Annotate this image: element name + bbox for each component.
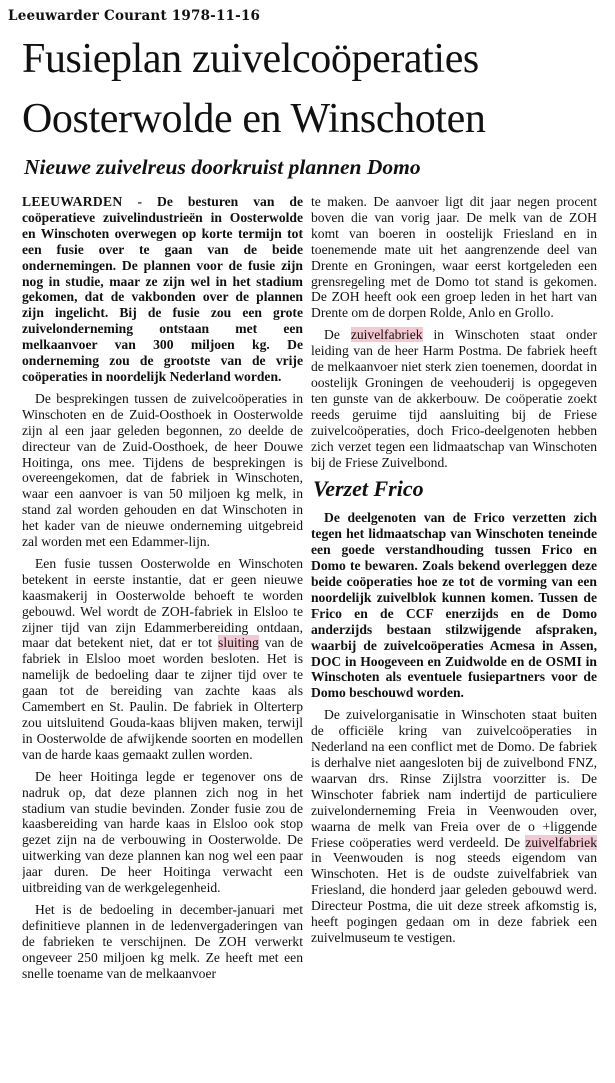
headline-line-2: Oosterwolde en Winschoten [22,96,486,142]
headline-line-1: Fusieplan zuivelcoöperaties [22,36,479,82]
highlighted-term-zuivelfabriek-2: zuivelfabriek [525,834,597,850]
paragraph-8 [311,707,597,946]
paragraph-5: Het is de bedoeling in december-januari met definitieve plannen in de ledenvergaderingen van de fabrieken te verschijnen. De ZOH verwerkt ongeveer 250 miljoen kg melk. Ze heeft met een snelle toename van de melkaanvoer [22,901,303,981]
paragraph-3-text-b: van de fabriek in Elsloo moet worden besloten. Het is namelijk de bedoeling daar te zijner tijd over te gaan tot de bereiding van zachte kaas als Camembert en St. Paulin. De fabriek in Olterterp zou uitsluitend Gouda-kaas blijven maken, terwijl in Oosterwolde de afwijkende soorten en modellen van de harde kaas gemaakt zullen worden. [22,635,303,762]
paragraph-4: De heer Hoitinga legde er tegenover ons de nadruk op, dat deze plannen zich nog in het stadium van studie bevinden. Zonder fusie zou de kaasbereiding van harde kaas in Elsloo ook stop gezet zijn na de verbouwing in Oosterwolde. De uitwerking van deze plannen kan nog wel een paar jaar duren. De heer Hoitinga verwacht een uitbreiding van de werkgelegenheid. [22,768,303,896]
article-column-right [311,194,597,1079]
paragraph-8-text-b: in Veenwouden is nog steeds eigendom van Winschoten. Het is de oudste zuivelfabriek van Friesland, die honderd jaar geleden gebouwd werd. Directeur Postma, die uit deze streek afkomstig is, heeft pogingen gedaan om in deze fabriek een zuivelmuseum te vestigen. [311,850,597,945]
lead-text: - De besturen van de coöperatieve zuivelindustrieën in Oosterwolde en Winschoten overwegen op korte termijn tot een fusie over te gaan van de beide ondernemingen. De plannen voor de fusie zijn nog in studie, maar ze zijn wel in het stadium gekomen, dat de vakbonden over de plannen zijn ingelicht. Bij de fusie zou een grote zuivelonderneming ontstaan met een melkaanvoer van 300 miljoen kg. De onderneming zou de grootste van de vrije coöperaties in noordelijk Nederland worden. [22,194,303,384]
paragraph-6 [311,327,597,470]
highlighted-term-sluiting: sluiting [218,635,259,651]
highlighted-term-zuivelfabriek: zuivelfabriek [350,327,423,343]
lead-paragraph [22,194,303,385]
dateline: LEEUWARDEN [22,194,123,209]
paragraph-5-continued: te maken. De aanvoer ligt dit jaar negen procent boven die van vorig jaar. De melk van de ZOH komt van boeren in oostelijk Friesland en in toenemende mate uit het aangrenzende deel van Drente en Groningen, waar eerst kortgeleden een grensregeling met de Domo tot stand is gekomen. De ZOH heeft ook een groep leden in het hart van Drente om de dorpen Rolde, Anlo en Grollo. [311,194,597,321]
paragraph-6-text-b: in Winschoten staat onder leiding van de heer Harm Postma. De fabriek heeft de melkaanvoer niet sterk zien toenemen, doordat in oostelijk Groningen de veehouderij is opgegeven ten gunste van de akkerbouw. De coöperatie zoekt reeds geruime tijd aansluiting bij de Friese zuivelcoöperaties, doch Frico-deelgenoten hebben zich verzet tegen een lidmaatschap van Winschoten bij de Friese Zuivelbond. [311,327,597,470]
subheadline: Nieuwe zuivelreus doorkruist plannen Domo [24,155,421,179]
source-label: Leeuwarder Courant 1978-11-16 [8,8,261,24]
paragraph-8-text-a: De zuivelorganisatie in Winschoten staat buiten de officiële kring van zuivelcoöperaties in Nederland na een conflict met de Domo. De fabriek is derhalve niet aangesloten bij de zuivelbond FNZ, waarvan drs. Rinse Zijlstra voorzitter is. De Winschoter fabriek nam indertijd de particuliere zuivelonderneming Freia in Veenwouden over, waarna de melk van Freia over de o +liggende Friese coöperaties werd verdeeld. De [311,707,597,850]
paragraph-3 [22,556,303,763]
paragraph-2: De besprekingen tussen de zuivelcoöperaties in Winschoten en de Zuid-Oosthoek in Oosterwolde zijn al een jaar geleden begonnen, zo deelde de directeur van de Zuid-Oosthoek, de heer Douwe Hoitinga, ons mee. Tijdens de besprekingen is overeengekomen, dat de fabriek in Winschoten, waar een aanvoer is van 50 miljoen kg melk, in stand zal worden gehouden en dat Winschoten in het kader van de nieuwe onderneming uitgebreid zal worden met een Edammer-lijn. [22,390,303,550]
paragraph-7: De deelgenoten van de Frico verzetten zich tegen het lidmaatschap van Winschoten teneinde een goede verstandhouding tussen Frico en Domo te bewaren. Zoals bekend overleggen deze beide coöperaties hoe ze tot de vorming van een noordelijk zuivelblok kunnen komen. Tussen de Frico en de CCF enerzijds en de Domo anderzijds bestaan stilzwijgende afspraken, waarbij de zuivelcoöperaties Acmesa in Assen, DOC in Hoogeveen en Zuidwolde en de OSMI in Winschoten als eventuele fusiepartners voor de Domo beschouwd worden. [311,510,597,701]
paragraph-6-text-a: De [324,327,351,343]
article-column-left [22,194,303,1079]
paragraph-3-text-a: Een fusie tussen Oosterwolde en Winschoten betekent in eerste instantie, dat er geen nieuwe kaasmakerij in Oosterwolde behoeft te worden gebouwd. Wel wordt de ZOH-fabriek in Elsloo te zijner tijd van zijn Edammerbereiding ontdaan, maar dat betekent niet, dat er tot [22,555,303,651]
section-heading: Verzet Frico [313,476,424,502]
